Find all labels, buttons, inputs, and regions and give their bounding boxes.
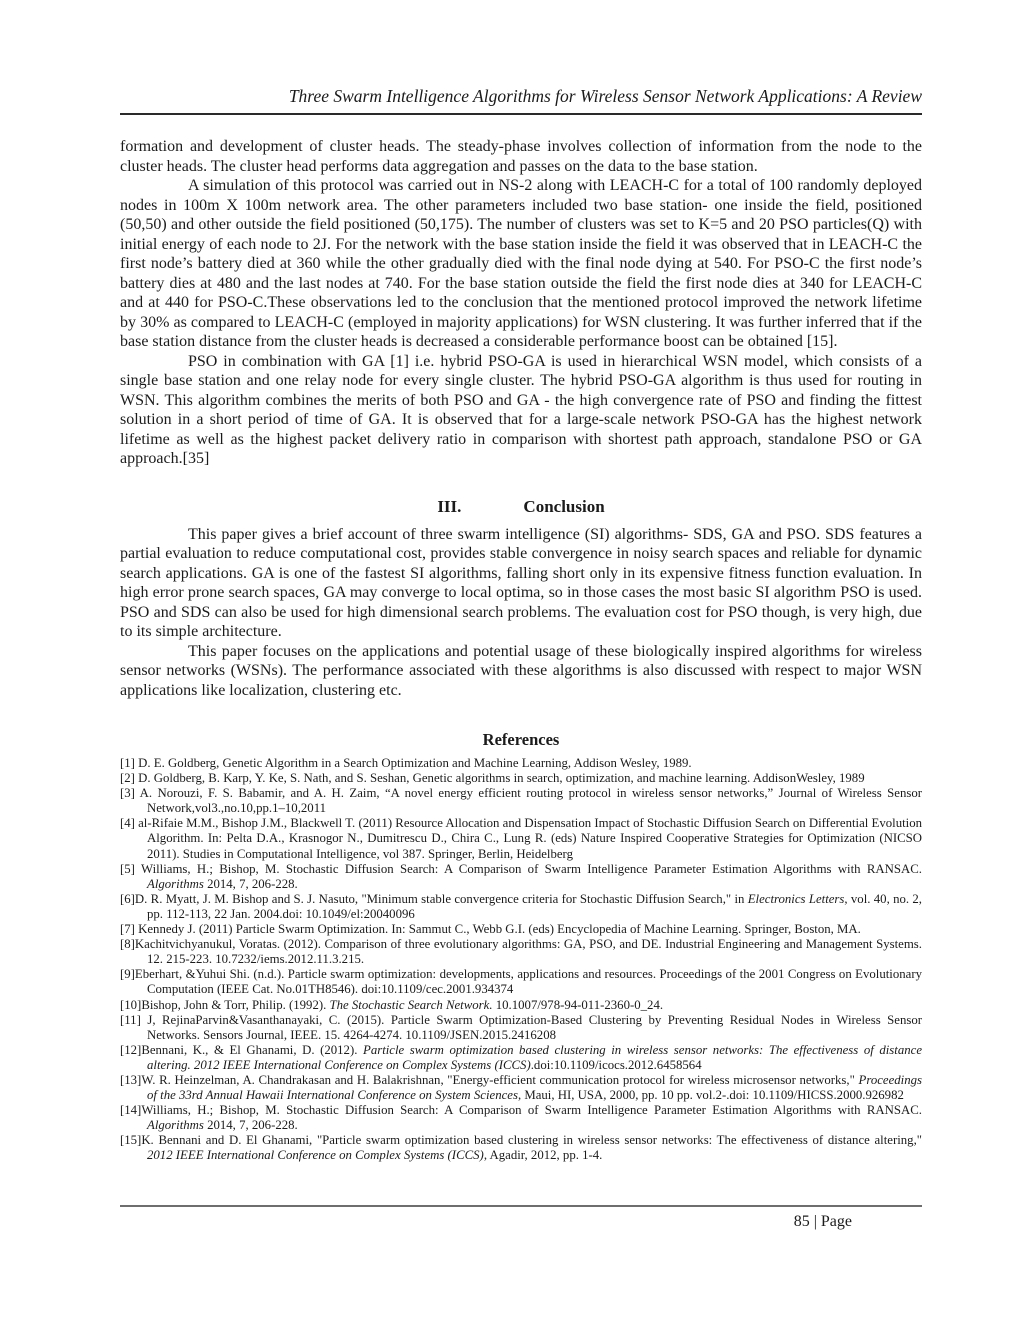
running-head bbox=[120, 86, 922, 115]
reference-text: [9]Eberhart, &Yuhui Shi. (n.d.). Particle swarm optimization: developments, applications and resources. Proceedings of the 2001 Congress on Evolutionary Computation (IEEE Cat. No.01TH8546). doi:10.1109/cec.2001.934374 bbox=[120, 967, 922, 997]
paper-title: Three Swarm Intelligence Algorithms for Wireless Sensor Network Applications: A Review bbox=[288, 86, 922, 106]
reference-italic: Particle swarm optimization based clustering in wireless sensor networks: The effectiveness of distance altering. 2012 IEEE International Conference on Complex Systems (ICCS) bbox=[147, 1042, 923, 1072]
reference-italic: Algorithms bbox=[147, 876, 204, 891]
reference-text: .doi:10.1109/icocs.2012.6458564 bbox=[530, 1057, 702, 1072]
reference-text: [11] J, RejinaParvin&Vasanthanayaki, C. (2015). Particle Swarm Optimization-Based Clustering by Preventing Residual Nodes in Wireless Sensor Networks. Sensors Journal, IEEE. 15. 4264-4274. 10.1109/JSEN.2015.2416208 bbox=[120, 1012, 922, 1042]
reference-text: [7] Kennedy J. (2011) Particle Swarm Optimization. In: Sammut C., Webb G.I. (eds) Encyclopedia of Machine Learning. Springer, Boston, MA. bbox=[120, 922, 861, 937]
reference-text: [15]K. Bennani and D. El Ghanami, "Particle swarm optimization based clustering in wireless sensor networks: The effectiveness of distance altering," bbox=[120, 1133, 922, 1148]
reference-text: , vol. 40, no. 2, pp. 112-113, 22 Jan. 2004.doi: 10.1049/el:20040096 bbox=[147, 891, 922, 921]
section-title: Conclusion bbox=[523, 496, 605, 516]
reference-item bbox=[120, 756, 922, 771]
reference-text: [5] Williams, H.; Bishop, M. Stochastic Diffusion Search: A Comparison of Swarm Intelligence Parameter Estimation Algorithms with RANSAC. bbox=[120, 861, 922, 876]
reference-text: [2] D. Goldberg, B. Karp, Y. Ke, S. Nath, and S. Seshan, Genetic algorithms in search, optimization, and machine learning. AddisonWesley, 1989 bbox=[120, 771, 865, 786]
reference-item bbox=[120, 1073, 922, 1103]
conclusion-paragraph: This paper focuses on the applications and potential usage of these biologically inspired algorithms for wireless sensor networks (WSNs). The performance associated with these algorithms is also discussed with respect to major WSN applications like localization, clustering etc. bbox=[120, 642, 922, 699]
reference-item bbox=[120, 1013, 922, 1043]
reference-text: 10.1007/978-94-011-2360-0_24. bbox=[492, 997, 664, 1012]
reference-text: [6]D. R. Myatt, J. M. Bishop and S. J. Nasuto, "Minimum stable convergence criteria for Stochastic Diffusion Search," in bbox=[120, 891, 748, 906]
reference-text: [13]W. R. Heinzelman, A. Chandrakasan and H. Balakrishnan, "Energy-efficient communication protocol for wireless microsensor networks," bbox=[120, 1072, 859, 1087]
reference-item bbox=[120, 1133, 922, 1163]
reference-italic: Proceedings of the 33rd Annual Hawaii International Conference on System Sciences bbox=[147, 1072, 922, 1103]
references-heading: References bbox=[482, 730, 560, 749]
reference-text: 2014, 7, 206-228. bbox=[203, 1118, 298, 1133]
reference-italic: The Stochastic Search Network. bbox=[329, 997, 493, 1012]
page-content bbox=[120, 137, 922, 1164]
reference-item bbox=[120, 937, 922, 967]
body-paragraph: PSO in combination with GA [1] i.e. hybrid PSO-GA is used in hierarchical WSN model, which consists of a single base station and one relay node for every single cluster. The hybrid PSO-GA algorithm is thus used for routing in WSN. This algorithm combines the merits of both PSO and GA - the high convergence rate of PSO and finding the fittest solution in a short period of time of GA. It is observed that for a large-scale network PSO-GA has the highest network lifetime as well as the highest packet delivery ratio in comparison with shortest path approach, standalone PSO or GA approach.[35] bbox=[120, 352, 922, 467]
reference-text: [8]Kachitvichyanukul, Voratas. (2012). Comparison of three evolutionary algorithms: GA, PSO, and DE. Industrial Engineering and Management Systems. 12. 215-223. 10.7232/iems.2012.11.3.215. bbox=[120, 937, 922, 967]
reference-item bbox=[120, 998, 922, 1013]
reference-item bbox=[120, 786, 922, 816]
reference-text: [14]Williams, H.; Bishop, M. Stochastic Diffusion Search: A Comparison of Swarm Intelligence Parameter Estimation Algorithms with RANSAC. bbox=[120, 1103, 922, 1118]
body-paragraph: A simulation of this protocol was carried out in NS-2 along with LEACH-C for a total of 100 randomly deployed nodes in 100m X 100m network area. The other parameters included two base station- one inside the field, positioned (50,50) and other outside the field positioned (50,175). The number of clusters was set to K=5 and 20 PSO particles(Q) with initial energy of each node to 2J. For the network with the base station inside the field it was observed that in LEACH-C the first node’s battery died at 360 while the other gradually died with the final node dying at 540. For PSO-C the first node’s battery dies at 480 and the last nodes at 740. For the base station outside the field the first node dies at 340 for LEACH-C and at 440 for PSO-C.These observations led to the conclusion that the mentioned protocol improved the network lifetime by 30% as compared to LEACH-C (employed in majority applications) for WSN clustering. It was further inferred that if the base station distance from the cluster heads is decreased a considerable performance boost can be obtained [15]. bbox=[120, 177, 922, 350]
conclusion-heading bbox=[120, 497, 922, 517]
page-footer bbox=[120, 1205, 922, 1231]
reference-italic: Electronics Letters bbox=[747, 891, 845, 906]
reference-text: , Maui, HI, USA, 2000, pp. 10 pp. vol.2-.doi: 10.1109/HICSS.2000.926982 bbox=[517, 1088, 904, 1103]
reference-item bbox=[120, 1043, 922, 1073]
reference-item bbox=[120, 922, 922, 937]
reference-text: 2014, 7, 206-228. bbox=[203, 876, 298, 891]
reference-text: [10]Bishop, John & Torr, Philip. (1992). bbox=[120, 997, 330, 1012]
reference-item bbox=[120, 771, 922, 786]
reference-item bbox=[120, 892, 922, 922]
reference-item bbox=[120, 1103, 922, 1133]
references-list bbox=[120, 756, 922, 1164]
reference-item bbox=[120, 816, 922, 861]
reference-text: [4] al-Rifaie M.M., Bishop J.M., Blackwell T. (2011) Resource Allocation and Dispensation Impact of Stochastic Diffusion Search on Differential Evolution Algorithm. In: Pelta D.A., Krasnogor N., Dumitrescu D., Chira C., Lung R. (eds) Nature Inspired Cooperative Strategies for Optimization (NICSO 2011). Studies in Computational Intelligence, vol 387. Springer, Berlin, Heidelberg bbox=[120, 816, 922, 861]
reference-text: [12]Bennani, K., & El Ghanami, D. (2012). bbox=[120, 1042, 363, 1057]
reference-italic: Algorithms bbox=[147, 1118, 204, 1133]
body-paragraph: formation and development of cluster heads. The steady-phase involves collection of information from the node to the cluster heads. The cluster head performs data aggregation and passes on the data to the base station. bbox=[120, 138, 922, 175]
conclusion-paragraph: This paper gives a brief account of three swarm intelligence (SI) algorithms- SDS, GA and PSO. SDS features a partial evaluation to reduce computational cost, provides stable convergence in noisy search spaces and reliable for dynamic search applications. GA is one of the fastest SI algorithms, falling short only in its expensive fitness function evaluation. In high error prone search spaces, GA may converge to local optima, so in those cases the most basic SI algorithm PSO is used. PSO and SDS can also be used for high dimensional search problems. The evaluation cost for PSO though, is very high, due to its simple architecture. bbox=[120, 525, 922, 640]
section-number: III. bbox=[437, 496, 462, 516]
reference-italic: 2012 IEEE International Conference on Complex Systems (ICCS) bbox=[147, 1148, 484, 1163]
reference-text: [3] A. Norouzi, F. S. Babamir, and A. H. Zaim, “A novel energy efficient routing protocol in wireless sensor networks,” Journal of Wireless Sensor Network,vol3.,no.10,pp.1–10,2011 bbox=[120, 786, 922, 816]
page-number: 85 | Page bbox=[793, 1213, 852, 1230]
reference-text: [1] D. E. Goldberg, Genetic Algorithm in a Search Optimization and Machine Learning, Addison Wesley, 1989. bbox=[120, 756, 692, 770]
reference-item bbox=[120, 967, 922, 997]
reference-item bbox=[120, 862, 922, 892]
reference-text: , Agadir, 2012, pp. 1-4. bbox=[483, 1148, 603, 1163]
